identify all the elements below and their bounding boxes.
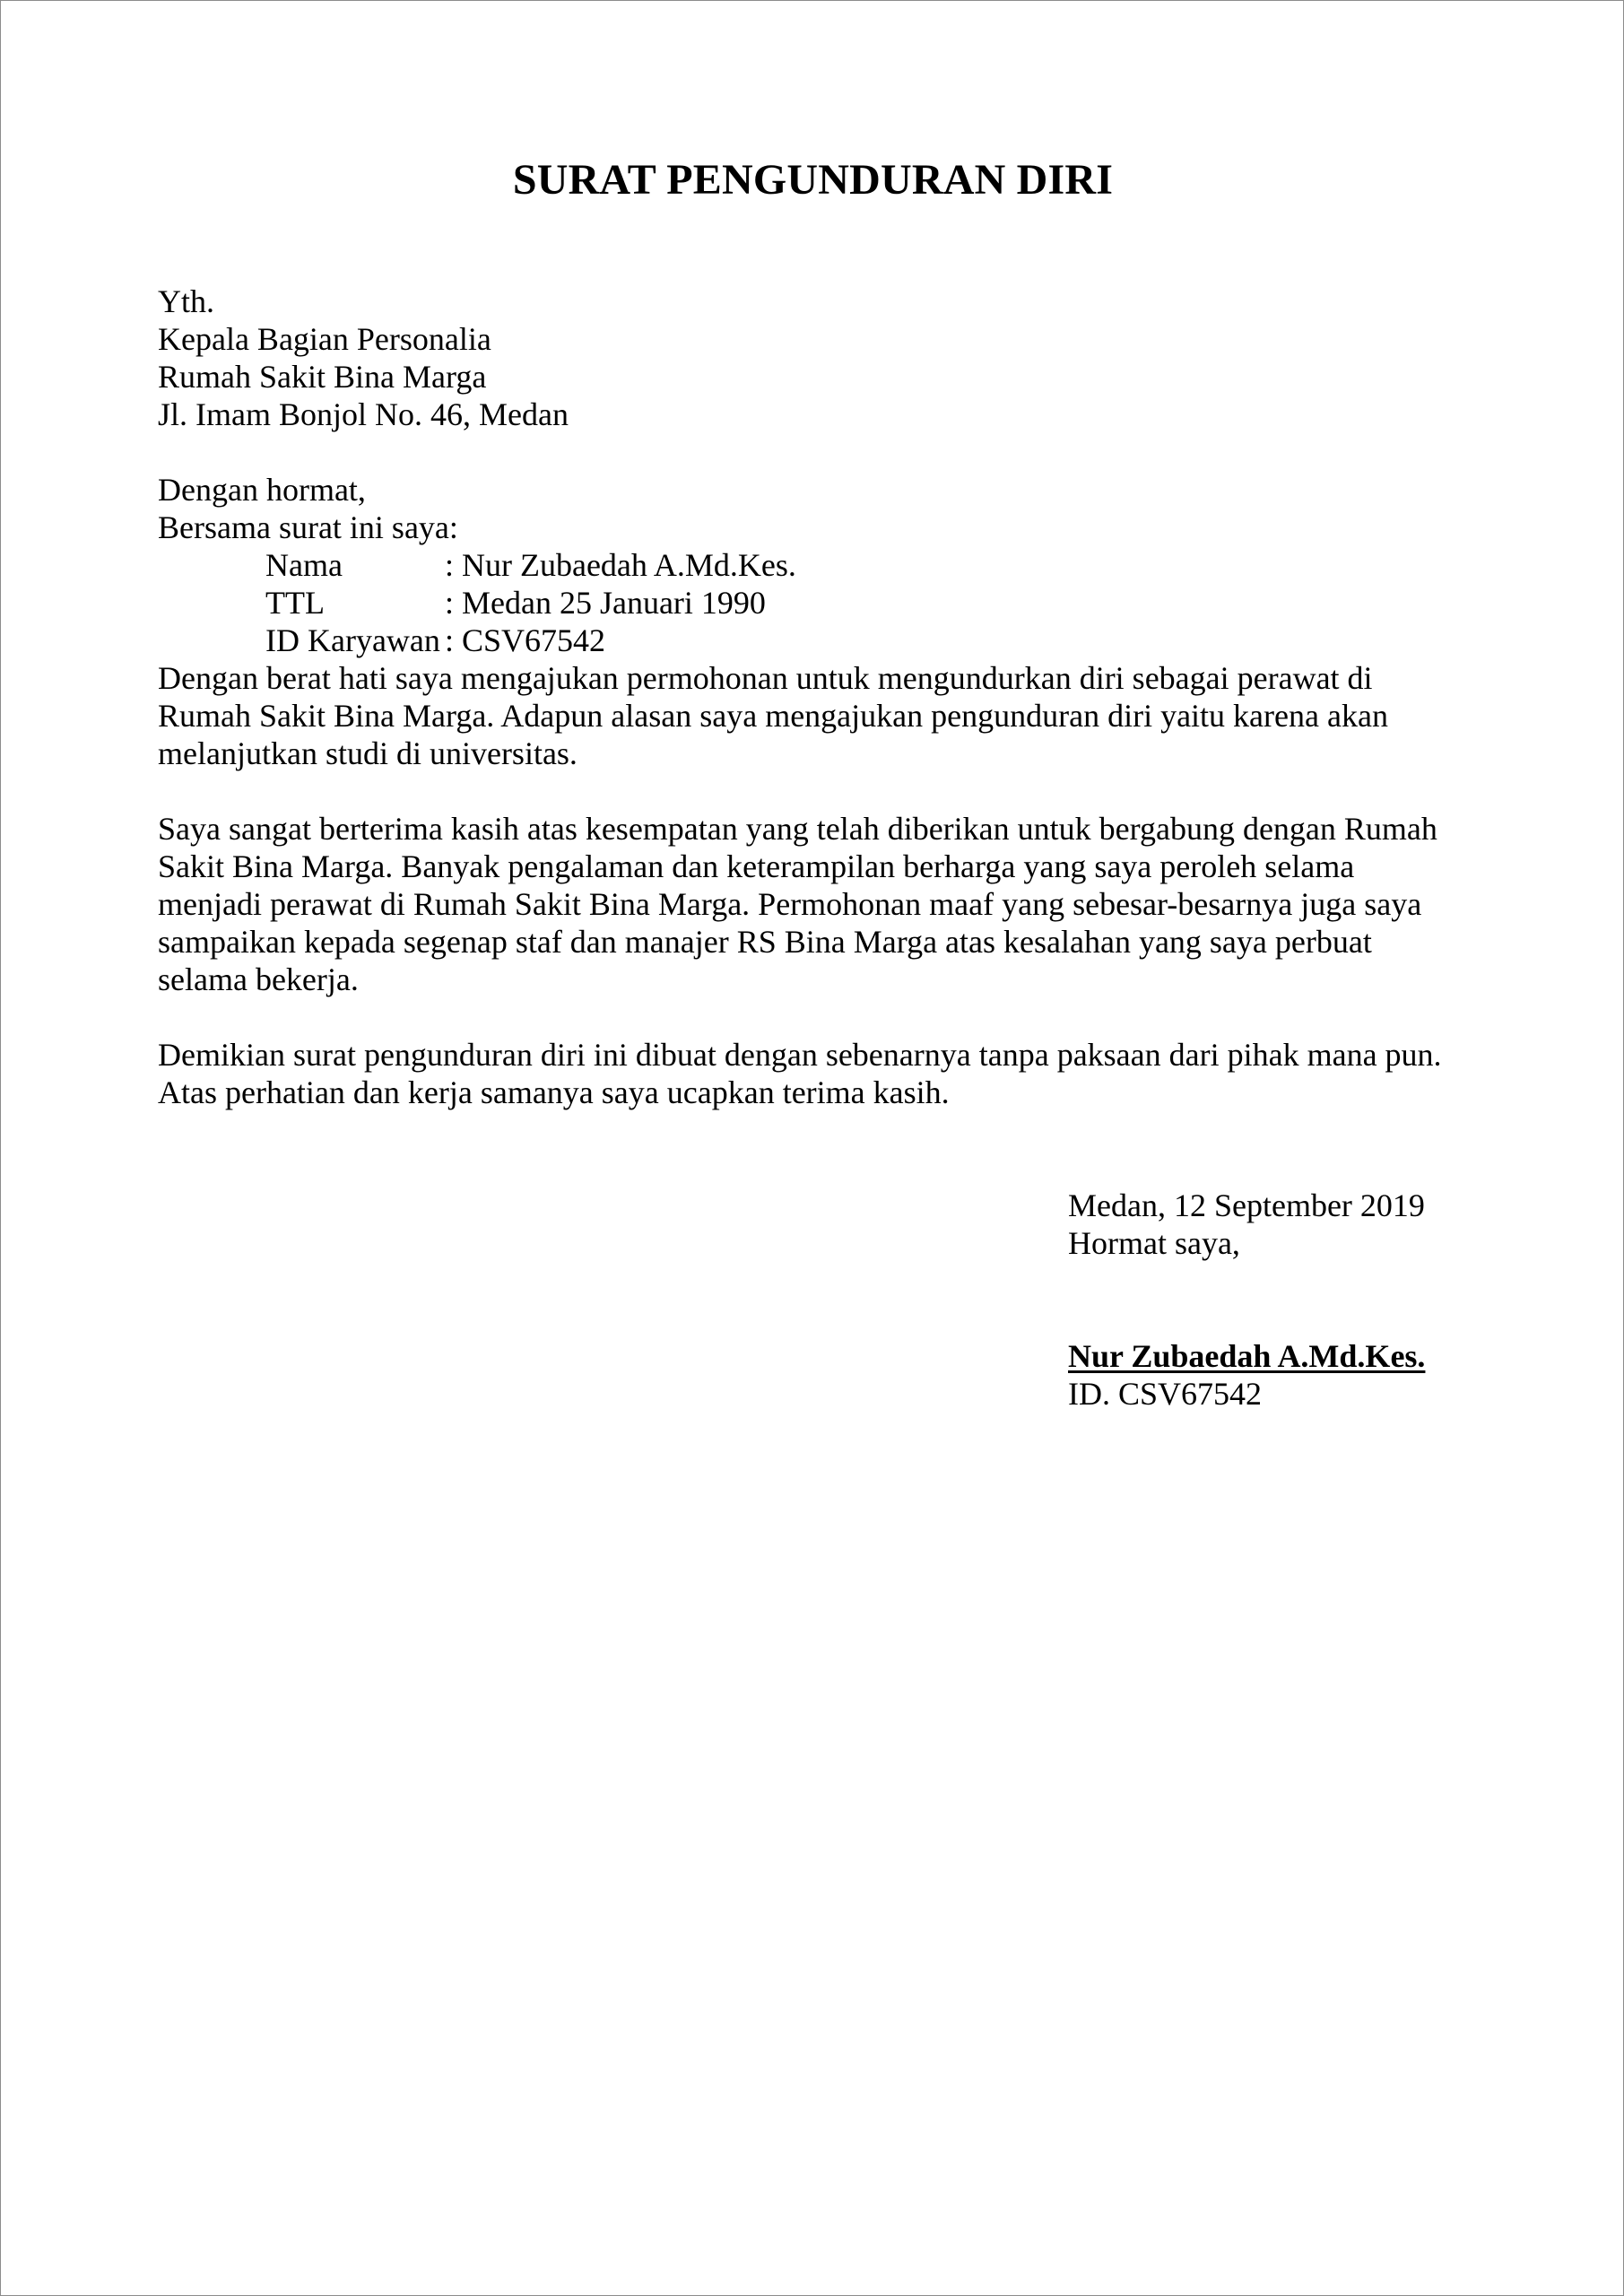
signatory-name: Nur Zubaedah A.Md.Kes. [1068,1338,1426,1374]
paragraph-line: selama bekerja. [158,961,359,997]
recipient-block [158,283,569,433]
paragraph-line: Sakit Bina Marga. Banyak pengalaman dan keterampilan berharga yang saya peroleh selama [158,848,1355,884]
closing-block [1068,1187,1425,1262]
identity-row-ttl [265,584,796,622]
identity-value: : Nur Zubaedah A.Md.Kes. [445,547,796,583]
letter-title: SURAT PENGUNDURAN DIRI [512,156,1114,204]
place-date: Medan, 12 September 2019 [1068,1187,1425,1223]
paragraph-line: melanjutkan studi di universitas. [158,735,578,771]
identity-block [265,546,796,659]
identity-row-name [265,546,796,584]
paragraph-line: Rumah Sakit Bina Marga. Adapun alasan saya mengajukan pengunduran diri yaitu karena akan [158,698,1388,734]
paragraph-line: menjadi perawat di Rumah Sakit Bina Marga. Permohonan maaf yang sebesar-besarnya juga saya [158,886,1422,922]
paragraph-line: sampaikan kepada segenap staf dan manajer RS Bina Marga atas kesalahan yang saya perbuat [158,924,1372,960]
greeting: Dengan hormat, [158,472,366,508]
paragraph-line: Demikian surat pengunduran diri ini dibuat dengan sebenarnya tanpa paksaan dari pihak mana pun. [158,1037,1442,1073]
identity-row-employee-id [265,622,796,659]
opening-block [158,471,458,546]
recipient-address: Jl. Imam Bonjol No. 46, Medan [158,396,569,432]
identity-label: TTL [265,585,325,621]
recipient-institution: Rumah Sakit Bina Marga [158,359,487,395]
regards: Hormat saya, [1068,1225,1240,1261]
identity-label: Nama [265,547,343,583]
recipient-salutation: Yth. [158,283,214,319]
paragraph-closing [158,1036,1467,1111]
signature-block [1068,1337,1425,1413]
paragraph-gratitude [158,810,1467,998]
paragraph-line: Saya sangat berterima kasih atas kesempatan yang telah diberikan untuk bergabung dengan Rumah [158,811,1437,847]
signatory-id: ID. CSV67542 [1068,1376,1263,1412]
identity-value: : Medan 25 Januari 1990 [445,585,766,621]
paragraph-line: Dengan berat hati saya mengajukan permohonan untuk mengundurkan diri sebagai perawat di [158,660,1373,696]
identity-label: ID Karyawan [265,622,440,658]
paragraph-line: Atas perhatian dan kerja samanya saya ucapkan terima kasih. [158,1074,950,1110]
recipient-position: Kepala Bagian Personalia [158,321,491,357]
identity-value: : CSV67542 [445,622,606,658]
intro-line: Bersama surat ini saya: [158,509,458,545]
paragraph-request [158,659,1467,772]
